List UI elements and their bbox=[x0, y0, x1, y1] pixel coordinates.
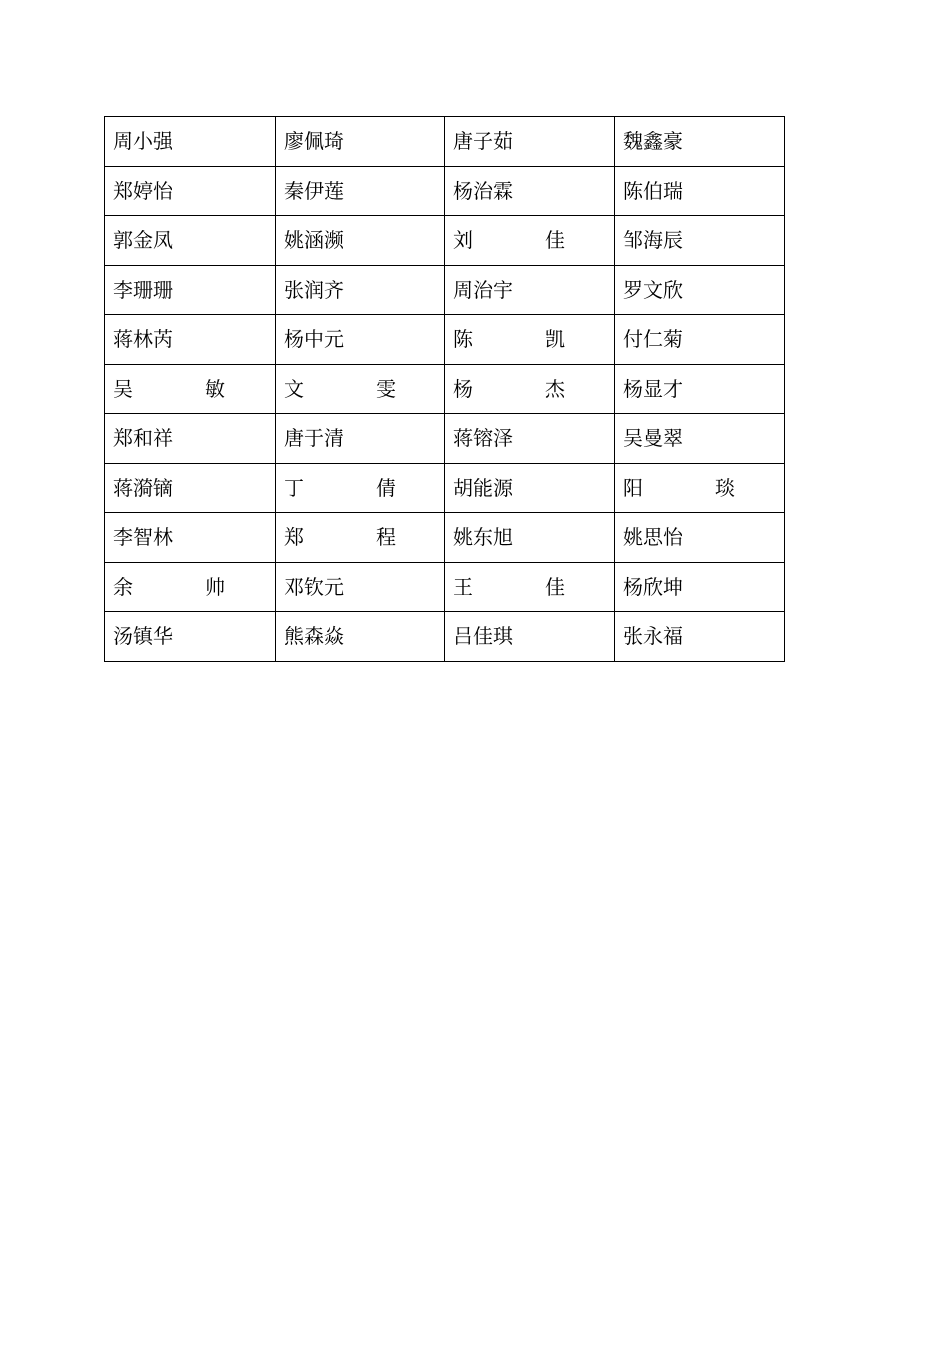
student-name bbox=[453, 228, 565, 253]
name-character: 佳 bbox=[545, 574, 565, 599]
table-cell bbox=[615, 612, 785, 662]
student-name: 唐于清 bbox=[284, 426, 344, 451]
student-name: 周治宇 bbox=[453, 277, 513, 302]
table-row bbox=[105, 463, 785, 513]
student-name: 邹海辰 bbox=[623, 228, 683, 253]
table-cell bbox=[615, 562, 785, 612]
student-name: 蒋林芮 bbox=[113, 327, 173, 352]
table-cell bbox=[105, 612, 276, 662]
table-cell bbox=[276, 463, 445, 513]
student-name: 吴曼翠 bbox=[623, 426, 683, 451]
student-name: 郑婷怡 bbox=[113, 178, 173, 203]
name-character: 王 bbox=[453, 574, 473, 599]
table-cell bbox=[105, 265, 276, 315]
name-character: 凯 bbox=[545, 327, 565, 352]
name-character: 余 bbox=[113, 574, 133, 599]
name-character: 丁 bbox=[284, 475, 304, 500]
student-name bbox=[113, 574, 225, 599]
name-character: 程 bbox=[376, 525, 396, 550]
table-cell bbox=[276, 166, 445, 216]
table-cell bbox=[445, 315, 615, 365]
student-name: 唐子茹 bbox=[453, 129, 513, 154]
student-name: 杨欣坤 bbox=[623, 574, 683, 599]
table-cell bbox=[445, 166, 615, 216]
student-name: 杨治霖 bbox=[453, 178, 513, 203]
name-character: 杰 bbox=[545, 376, 565, 401]
name-character: 郑 bbox=[284, 525, 304, 550]
student-name: 汤镇华 bbox=[113, 624, 173, 649]
table-cell bbox=[445, 117, 615, 167]
name-character: 琰 bbox=[715, 475, 735, 500]
table-cell bbox=[105, 364, 276, 414]
table-row bbox=[105, 117, 785, 167]
student-name: 邓钦元 bbox=[284, 574, 344, 599]
student-name: 陈伯瑞 bbox=[623, 178, 683, 203]
table-cell bbox=[445, 562, 615, 612]
table-cell bbox=[276, 364, 445, 414]
student-name bbox=[623, 475, 735, 500]
table-cell bbox=[105, 414, 276, 464]
student-name bbox=[284, 376, 396, 401]
table-row bbox=[105, 414, 785, 464]
table-cell bbox=[276, 612, 445, 662]
student-name: 郭金凤 bbox=[113, 228, 173, 253]
table-row bbox=[105, 265, 785, 315]
student-name: 蒋漪镝 bbox=[113, 475, 173, 500]
student-name: 姚东旭 bbox=[453, 525, 513, 550]
table-cell bbox=[445, 612, 615, 662]
student-name: 胡能源 bbox=[453, 475, 513, 500]
student-name: 张润齐 bbox=[284, 277, 344, 302]
table-cell bbox=[276, 265, 445, 315]
table-cell bbox=[445, 364, 615, 414]
table-cell bbox=[445, 513, 615, 563]
student-name: 廖佩琦 bbox=[284, 129, 344, 154]
student-name: 姚涵濒 bbox=[284, 228, 344, 253]
student-name bbox=[453, 376, 565, 401]
student-name bbox=[113, 376, 225, 401]
name-table bbox=[104, 116, 785, 662]
table-row bbox=[105, 364, 785, 414]
table-cell bbox=[445, 463, 615, 513]
table-row bbox=[105, 216, 785, 266]
student-name: 杨显才 bbox=[623, 376, 683, 401]
student-name: 魏鑫豪 bbox=[623, 129, 683, 154]
student-name: 张永福 bbox=[623, 624, 683, 649]
table-cell bbox=[615, 216, 785, 266]
student-name: 李珊珊 bbox=[113, 277, 173, 302]
student-name: 李智林 bbox=[113, 525, 173, 550]
name-character: 佳 bbox=[545, 228, 565, 253]
table-cell bbox=[615, 265, 785, 315]
table-cell bbox=[615, 166, 785, 216]
name-character: 敏 bbox=[205, 376, 225, 401]
table-cell bbox=[445, 265, 615, 315]
student-name: 罗文欣 bbox=[623, 277, 683, 302]
student-name: 杨中元 bbox=[284, 327, 344, 352]
table-cell bbox=[276, 562, 445, 612]
table-row bbox=[105, 612, 785, 662]
table-cell bbox=[615, 414, 785, 464]
table-cell bbox=[276, 216, 445, 266]
name-character: 吴 bbox=[113, 376, 133, 401]
table-cell bbox=[105, 166, 276, 216]
student-name bbox=[284, 525, 396, 550]
table-cell bbox=[276, 315, 445, 365]
table-cell bbox=[276, 513, 445, 563]
name-character: 刘 bbox=[453, 228, 473, 253]
student-name: 蒋镕泽 bbox=[453, 426, 513, 451]
table-cell bbox=[276, 117, 445, 167]
name-table-body bbox=[105, 117, 785, 662]
student-name: 熊森焱 bbox=[284, 624, 344, 649]
table-cell bbox=[105, 513, 276, 563]
student-name: 吕佳琪 bbox=[453, 624, 513, 649]
name-character: 阳 bbox=[623, 475, 643, 500]
table-cell bbox=[615, 513, 785, 563]
table-cell bbox=[105, 562, 276, 612]
name-character: 陈 bbox=[453, 327, 473, 352]
table-cell bbox=[105, 117, 276, 167]
table-cell bbox=[615, 117, 785, 167]
table-cell bbox=[105, 315, 276, 365]
table-row bbox=[105, 166, 785, 216]
student-name bbox=[453, 327, 565, 352]
student-name bbox=[453, 574, 565, 599]
student-name: 周小强 bbox=[113, 129, 173, 154]
student-name: 姚思怡 bbox=[623, 525, 683, 550]
table-cell bbox=[615, 463, 785, 513]
table-row bbox=[105, 315, 785, 365]
name-character: 雯 bbox=[376, 376, 396, 401]
student-name: 秦伊莲 bbox=[284, 178, 344, 203]
table-cell bbox=[615, 364, 785, 414]
table-row bbox=[105, 562, 785, 612]
table-cell bbox=[105, 463, 276, 513]
student-name: 付仁菊 bbox=[623, 327, 683, 352]
table-cell bbox=[615, 315, 785, 365]
name-character: 帅 bbox=[205, 574, 225, 599]
student-name bbox=[284, 475, 396, 500]
student-name: 郑和祥 bbox=[113, 426, 173, 451]
table-cell bbox=[445, 216, 615, 266]
name-character: 倩 bbox=[376, 475, 396, 500]
table-row bbox=[105, 513, 785, 563]
name-character: 杨 bbox=[453, 376, 473, 401]
table-cell bbox=[276, 414, 445, 464]
name-character: 文 bbox=[284, 376, 304, 401]
table-cell bbox=[445, 414, 615, 464]
table-cell bbox=[105, 216, 276, 266]
